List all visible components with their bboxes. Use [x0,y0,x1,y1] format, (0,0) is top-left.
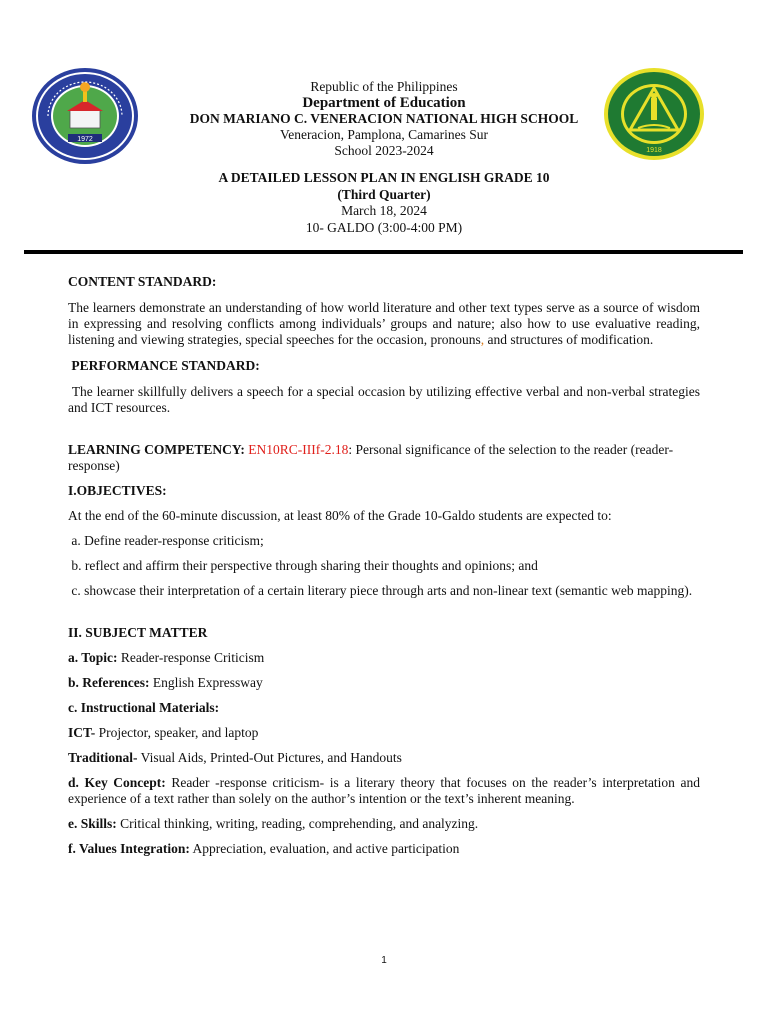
content-standard-text: The learners demonstrate an understanding of how world literature and other text types serve as a source of wisdom in expressing and resolving conflicts among individuals’ groups and nature; also how to use evaluative reading, listening and viewing strategies, special speeches for the occasion, pronouns, and structures of modification. [68,300,700,347]
lesson-date: March 18, 2024 [341,203,427,218]
traditional-line: Traditional- Visual Aids, Printed-Out Pictures, and Handouts [68,750,402,765]
objective-item: c. showcase their interpretation of a certain literary piece through arts and non-linear text (semantic web mapping). [68,583,693,598]
competency-code: EN10RC-IIIf-2.18 [248,442,349,457]
topic-line: a. Topic: Reader-response Criticism [68,650,265,665]
lesson-plan-title: A DETAILED LESSON PLAN IN ENGLISH GRADE 10 [218,170,550,185]
svg-text:1918: 1918 [646,147,662,154]
header-divider [24,250,743,254]
performance-standard-heading: PERFORMANCE STANDARD: [68,358,260,373]
letterhead [120,79,648,159]
materials-line: c. Instructional Materials: [68,700,220,715]
school-address: Veneracion, Pamplona, Camarines Sur [279,127,489,142]
ict-line: ICT- Projector, speaker, and laptop [68,725,259,740]
page-number: 1 [381,955,387,966]
objectives-heading: I.OBJECTIVES: [68,483,167,498]
subject-matter-heading: II. SUBJECT MATTER [68,625,208,640]
objective-item: a. Define reader-response criticism; [68,533,264,548]
section-schedule: 10- GALDO (3:00-4:00 PM) [305,219,463,235]
key-concept-line: d. Key Concept: Reader -response criticism- is a literary theory that focuses on the reader’s interpretation and experience of a text rather than solely on the author’s intention or the text’s inherent meaning. [68,775,700,806]
objective-item: b. reflect and affirm their perspective through sharing their thoughts and opinions; and [68,558,538,573]
skills-line: e. Skills: Critical thinking, writing, reading, comprehending, and analyzing. [68,816,479,831]
quarter-label: (Third Quarter) [337,186,431,202]
school-year: School 2023-2024 [334,143,434,158]
learning-competency: LEARNING COMPETENCY: EN10RC-IIIf-2.18: Personal significance of the selection to the reader (reader-response) [68,442,674,473]
school-name: DON MARIANO C. VENERACION NATIONAL HIGH SCHOOL [189,111,579,126]
references-line: b. References: English Expressway [68,675,263,690]
objectives-intro: At the end of the 60-minute discussion, at least 80% of the Grade 10-Galdo students are expected to: [68,508,612,523]
republic-line: Republic of the Philippines [310,79,458,94]
svg-text:1972: 1972 [77,136,93,143]
department-line: Department of Education [302,95,466,111]
lesson-content [68,274,704,857]
performance-standard-text: The learner skillfully delivers a speech for a special occasion by utilizing effective verbal and non-verbal strategies and ICT resources. [68,384,704,415]
lesson-plan-title-block [120,170,648,236]
content-standard-heading: CONTENT STANDARD: [68,274,217,289]
values-line: f. Values Integration: Appreciation, evaluation, and active participation [68,841,460,856]
